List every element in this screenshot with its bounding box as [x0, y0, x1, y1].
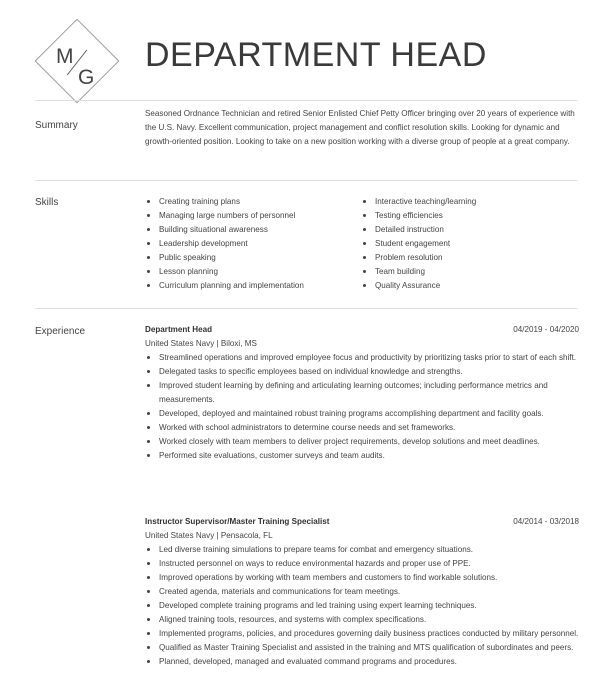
job-entry-2	[145, 515, 579, 669]
resume-title: DEPARTMENT HEAD	[145, 36, 487, 74]
job-bullet: Improved student learning by defining and articulating learning outcomes; including performance metrics and measurements.	[145, 379, 579, 407]
skill-item: Managing large numbers of personnel	[145, 209, 304, 223]
skill-item: Interactive teaching/learning	[361, 195, 476, 209]
job-bullet: Planned, developed, managed and evaluated command programs and procedures.	[145, 655, 579, 669]
skill-item: Quality Assurance	[361, 279, 476, 293]
divider-summary	[35, 180, 577, 181]
job-dates: 04/2014 - 03/2018	[513, 517, 579, 526]
job-bullet: Streamlined operations and improved employee focus and productivity by prioritizing tasks prior to start of each shift.	[145, 351, 579, 365]
job-bullet: Aligned training tools, resources, and systems with complex specifications.	[145, 613, 579, 627]
job-bullet-list	[145, 351, 579, 463]
job-bullet: Implemented programs, policies, and procedures governing daily business practices conducted by military personnel.	[145, 627, 579, 641]
monogram-last-initial: G	[78, 66, 95, 89]
job-bullet: Delegated tasks to specific employees based on individual knowledge and strengths.	[145, 365, 579, 379]
job-bullet: Developed, deployed and maintained robust training programs accomplishing department and facility goals.	[145, 407, 579, 421]
skill-item: Student engagement	[361, 237, 476, 251]
divider-header	[35, 100, 577, 101]
job-dates: 04/2019 - 04/2020	[513, 325, 579, 334]
summary-label: Summary	[35, 120, 78, 131]
job-title: Department Head	[145, 325, 213, 334]
skills-label: Skills	[35, 197, 59, 208]
skill-item: Creating training plans	[145, 195, 304, 209]
job-bullet: Performed site evaluations, customer surveys and team audits.	[145, 449, 579, 463]
skill-item: Public speaking	[145, 251, 304, 265]
skills-left-list	[145, 195, 304, 293]
job-entry-1	[145, 323, 579, 463]
job-company: United States Navy | Pensacola, FL	[145, 531, 273, 540]
skill-item: Detailed instruction	[361, 223, 476, 237]
job-bullet: Worked with school administrators to determine course needs and set frameworks.	[145, 421, 579, 435]
skill-item: Testing efficiencies	[361, 209, 476, 223]
skill-item: Curriculum planning and implementation	[145, 279, 304, 293]
job-company: United States Navy | Biloxi, MS	[145, 339, 257, 348]
job-bullet: Instructed personnel on ways to reduce environmental hazards and proper use of PPE.	[145, 557, 579, 571]
job-bullet: Developed complete training programs and led training using expert learning techniques.	[145, 599, 579, 613]
skill-item: Leadership development	[145, 237, 304, 251]
job-bullet: Led diverse training simulations to prepare teams for combat and emergency situations.	[145, 543, 579, 557]
skill-item: Building situational awareness	[145, 223, 304, 237]
experience-label: Experience	[35, 326, 86, 337]
skill-item: Problem resolution	[361, 251, 476, 265]
job-bullet: Qualified as Master Training Specialist and assisted in the training and MTS qualification of subordinates and peers.	[145, 641, 579, 655]
skill-item: Team building	[361, 265, 476, 279]
skill-item: Lesson planning	[145, 265, 304, 279]
job-bullet: Improved operations by working with team members and customers to find workable solutions.	[145, 571, 579, 585]
job-bullet: Created agenda, materials and communications for team meetings.	[145, 585, 579, 599]
job-bullet-list	[145, 543, 579, 669]
skills-right-list	[361, 195, 476, 293]
summary-text: Seasoned Ordnance Technician and retired Senior Enlisted Chief Petty Officer bringing over 20 years of experience with the U.S. Navy. Excellent communication, project management and conflict resolution skills. Looking for dynamic and growth-oriented position. Looking to take on a new position working with a diverse group of people at a great company.	[145, 109, 575, 146]
job-bullet: Worked closely with team members to deliver project requirements, develop solutions and meet deadlines.	[145, 435, 579, 449]
job-title: Instructor Supervisor/Master Training Specialist	[145, 517, 330, 526]
monogram-first-initial: M	[56, 45, 74, 68]
divider-skills	[35, 308, 577, 309]
